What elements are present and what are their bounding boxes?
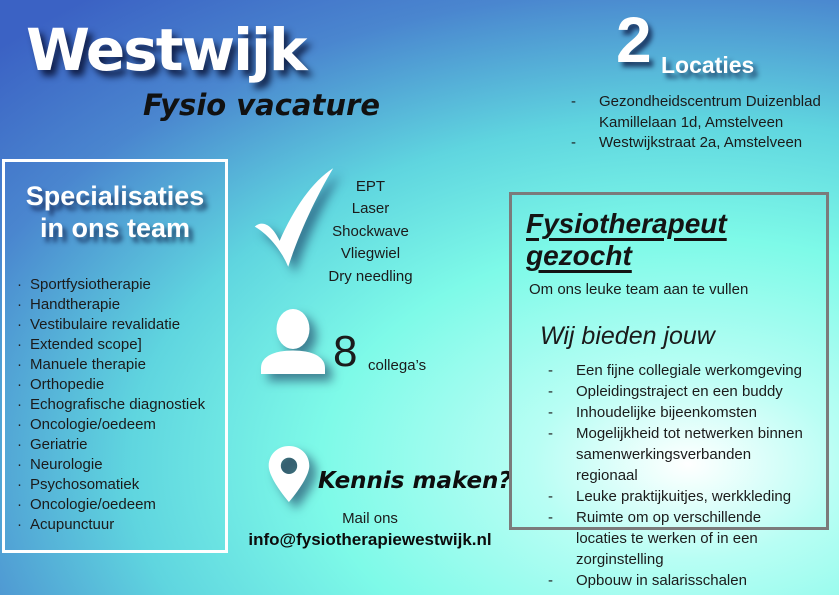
team-count-label: collega’s — [368, 357, 427, 374]
specialisaties-item-label: Acupunctuur — [30, 515, 115, 533]
location-row — [565, 113, 835, 134]
specialisaties-item — [17, 455, 225, 475]
offer-dash: - — [548, 572, 553, 589]
bullet-dot: · — [17, 475, 22, 493]
bullet-dot: · — [17, 315, 22, 333]
location-text: Kamillelaan 1d, Amstelveen — [599, 113, 784, 131]
specialisaties-item-label: Manuele therapie — [30, 355, 146, 373]
offer-text: Opbouw in salarisschalen — [576, 572, 747, 589]
team-count: 8 — [333, 327, 358, 376]
specialisaties-item — [17, 375, 225, 395]
specialisaties-item-label: Echografische diagnostiek — [30, 395, 206, 413]
specialisaties-item-label: Vestibulaire revalidatie — [30, 315, 181, 333]
specialisaties-item — [17, 295, 225, 315]
offer-dash: - — [548, 509, 553, 526]
specialisaties-item — [17, 335, 225, 355]
location-dash — [565, 113, 599, 134]
offer-item — [544, 570, 826, 591]
location-dash: - — [571, 134, 576, 151]
locations-count: 2 — [616, 4, 652, 76]
offer-item — [544, 360, 826, 381]
locations-list — [565, 92, 835, 154]
offer-dash: - — [548, 425, 553, 442]
bullet-dot: · — [17, 355, 22, 373]
offer-text: Leuke praktijkuitjes, werkkleding — [576, 488, 792, 505]
specialisaties-item-label: Orthopedie — [30, 375, 105, 393]
specialisaties-item — [17, 495, 225, 515]
offer-text: Inhoudelijke bijeenkomsten — [576, 404, 757, 421]
offer-text: Mogelijkheid tot netwerken binnen samenwerkingsverbanden regionaal — [576, 425, 803, 484]
specialisaties-item — [17, 275, 225, 295]
location-row — [565, 92, 835, 113]
bullet-dot: · — [17, 495, 22, 513]
locations-label: Locaties — [661, 52, 755, 78]
fysio-vacature-subtitle: Fysio vacature — [143, 88, 380, 122]
location-row — [565, 133, 835, 154]
offer-dash: - — [548, 383, 553, 400]
equipment-list — [293, 176, 448, 288]
offer-item — [544, 402, 826, 423]
location-text: Westwijkstraat 2a, Amstelveen — [599, 134, 803, 151]
specialisaties-item-label: Oncologie/oedeem — [30, 415, 156, 433]
specialisaties-item — [17, 355, 225, 375]
bullet-dot: · — [17, 395, 22, 413]
vacancy-box — [509, 192, 829, 589]
offer-text: Ruimte om op verschillende locaties te werken of in een zorginstelling — [576, 509, 762, 568]
offer-heading: Wij bieden jouw — [540, 322, 715, 350]
specialisaties-item-label: Handtherapie — [30, 295, 121, 313]
mail-label: Mail ons — [342, 510, 398, 527]
specialisaties-item-label: Oncologie/oedeem — [30, 495, 156, 513]
bullet-dot: · — [17, 275, 22, 293]
location-text: Gezondheidscentrum Duizenblad — [599, 93, 821, 110]
specialisaties-title — [5, 180, 225, 245]
equipment-item: Laser — [351, 200, 390, 218]
vacancy-title: Fysiotherapeut gezocht — [526, 208, 727, 271]
specialisaties-list — [17, 275, 225, 535]
equipment-item: Dry needling — [328, 267, 413, 285]
equipment-item: Vliegwiel — [340, 245, 401, 263]
location-pin-icon — [266, 445, 312, 508]
email-address: info@fysiotherapiewestwijk.nl — [248, 530, 492, 549]
equipment-item: EPT — [355, 178, 386, 195]
offer-item — [544, 381, 826, 402]
bullet-dot: · — [17, 515, 22, 533]
specialisaties-item — [17, 395, 225, 415]
bullet-dot: · — [17, 375, 22, 393]
vacancy-subtitle: Om ons leuke team aan te vullen — [529, 281, 749, 298]
specialisaties-item — [17, 315, 225, 335]
specialisaties-title-line1: Specialisaties — [25, 181, 205, 211]
offer-item — [544, 507, 826, 570]
specialisaties-item-label: Neurologie — [30, 455, 103, 473]
specialisaties-title-line2: in ons team — [39, 213, 191, 244]
bullet-dot: · — [17, 455, 22, 473]
bullet-dot: · — [17, 415, 22, 433]
specialisaties-box — [2, 159, 228, 553]
offer-item — [544, 486, 826, 507]
specialisaties-item-label: Psychosomatiek — [30, 475, 140, 493]
specialisaties-item — [17, 515, 225, 535]
offer-item — [544, 423, 826, 486]
location-dash: - — [571, 93, 576, 110]
bullet-dot: · — [17, 435, 22, 453]
specialisaties-item-label: Geriatrie — [30, 435, 88, 453]
specialisaties-item — [17, 475, 225, 495]
specialisaties-item — [17, 415, 225, 435]
specialisaties-item — [17, 435, 225, 455]
person-icon — [258, 307, 328, 380]
offer-dash: - — [548, 404, 553, 421]
bullet-dot: · — [17, 295, 22, 313]
westwijk-logo: Westwijk — [26, 16, 306, 84]
specialisaties-item-label: Extended scope] — [30, 335, 142, 353]
equipment-item: Shockwave — [332, 222, 409, 240]
specialisaties-item-label: Sportfysiotherapie — [30, 275, 151, 293]
offer-dash: - — [548, 362, 553, 379]
bullet-dot: · — [17, 335, 22, 353]
offer-text: Een fijne collegiale werkomgeving — [576, 362, 802, 379]
contact-heading: Kennis maken? — [318, 468, 512, 494]
offer-text: Opleidingstraject en een buddy — [576, 383, 783, 400]
offer-list — [544, 360, 826, 591]
offer-dash: - — [548, 488, 553, 505]
